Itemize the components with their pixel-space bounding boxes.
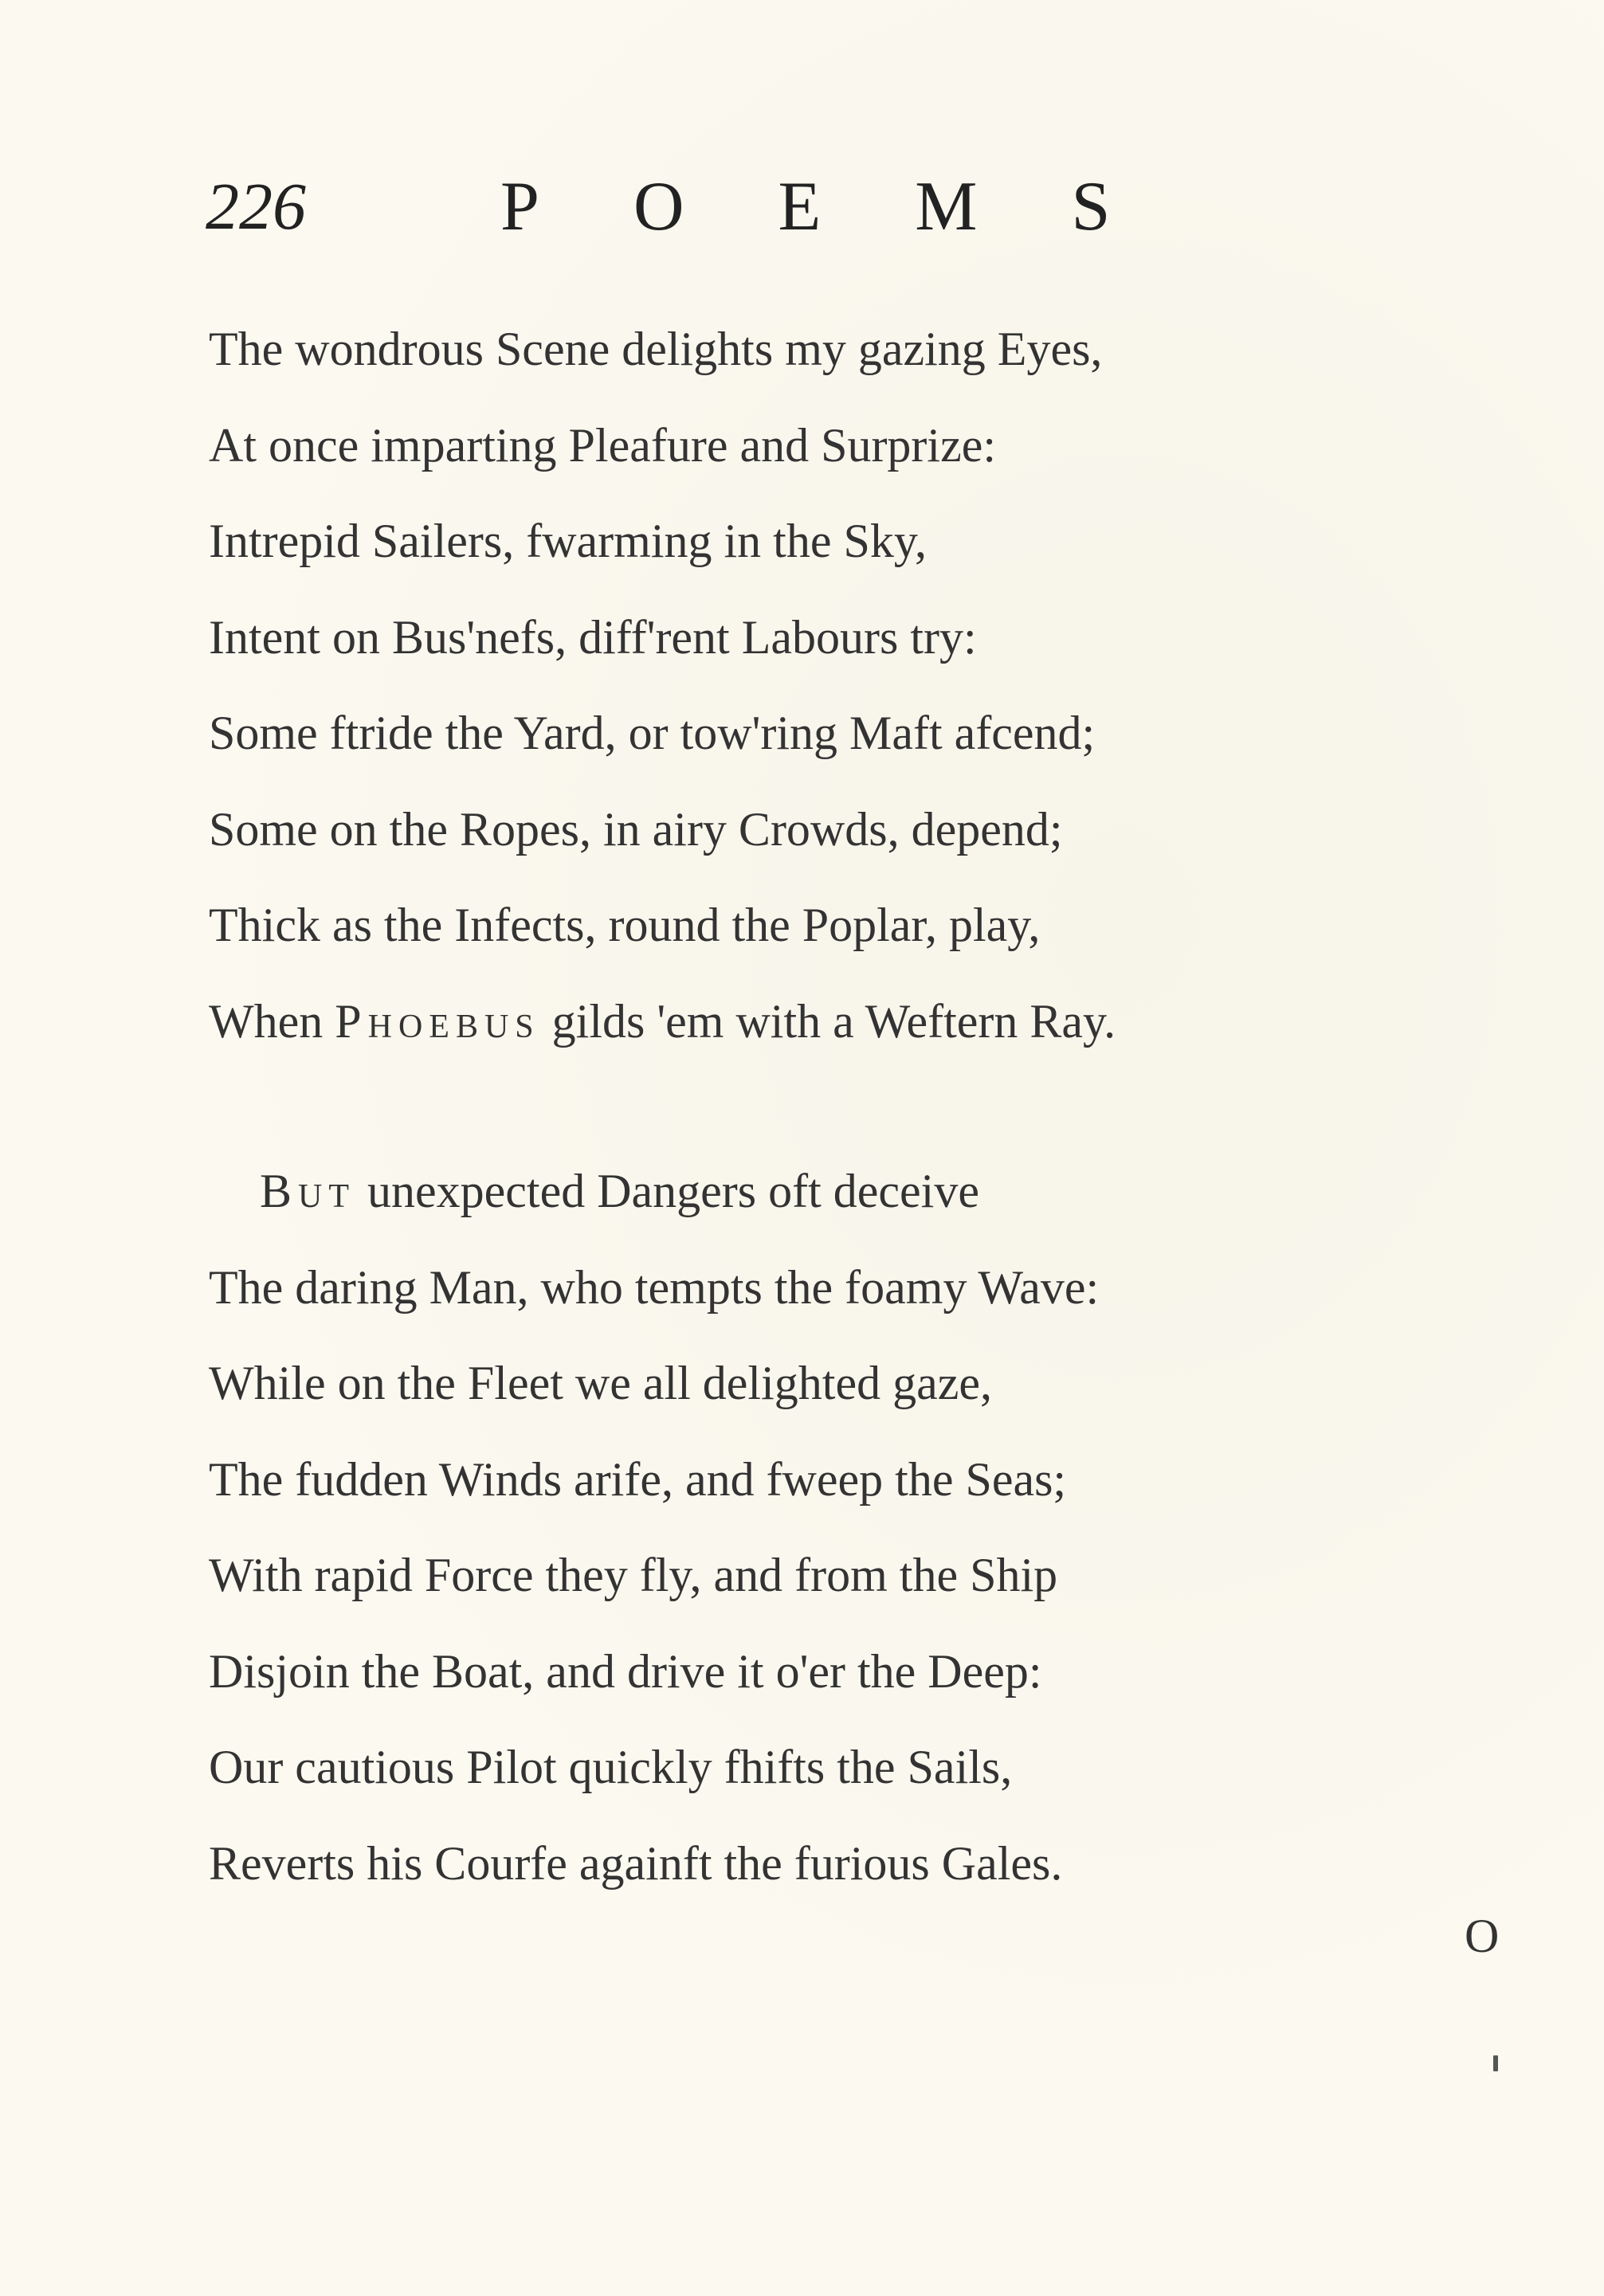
poem-line: The daring Man, who tempts the foamy Wave: bbox=[209, 1260, 1100, 1314]
opening-word: But bbox=[260, 1165, 356, 1217]
poem-line: Intent on Bus'nefs, diff'rent Labours try: bbox=[209, 610, 977, 664]
poem-line: The fudden Winds arife, and fweep the Seas; bbox=[209, 1452, 1067, 1506]
poem-line: Disjoin the Boat, and drive it o'er the Deep: bbox=[209, 1644, 1042, 1698]
stanza-1 bbox=[209, 301, 1116, 1069]
catchword: O bbox=[1465, 1910, 1500, 1962]
poem-line: While on the Fleet we all delighted gaze, bbox=[209, 1357, 992, 1409]
poem-line: The wondrous Scene delights my gazing Eyes, bbox=[209, 323, 1103, 375]
poem-line: Our cautious Pilot quickly fhifts the Sails, bbox=[209, 1741, 1013, 1793]
name-smallcaps: Phoebus bbox=[335, 994, 540, 1048]
poem-line: Some on the Ropes, in airy Crowds, depend; bbox=[209, 802, 1063, 856]
running-head bbox=[206, 163, 1241, 251]
poem-line: With rapid Force they fly, and from the Ship bbox=[209, 1549, 1058, 1601]
page-title: POEMS bbox=[500, 168, 1205, 245]
poem-line: Reverts his Courfe againft the furious Gales. bbox=[209, 1836, 1063, 1890]
page-number: 226 bbox=[206, 170, 306, 244]
poem-line bbox=[209, 974, 1116, 1070]
poem-line: Intrepid Sailers, fwarming in the Sky, bbox=[209, 515, 927, 567]
poem-line: Thick as the Infects, round the Poplar, play, bbox=[209, 899, 1041, 951]
signature-mark bbox=[1493, 2055, 1498, 2071]
stanza-2 bbox=[209, 1143, 1099, 1911]
poem-line: At once imparting Pleafure and Surprize: bbox=[209, 418, 997, 472]
line-text: When bbox=[209, 994, 335, 1048]
line-text: unexpected Dangers oft deceive bbox=[355, 1165, 979, 1217]
line-text: gilds 'em with a Weftern Ray. bbox=[539, 994, 1116, 1048]
poem-line bbox=[209, 1143, 1099, 1240]
poem-line: Some ftride the Yard, or tow'ring Maft afcend; bbox=[209, 707, 1096, 759]
